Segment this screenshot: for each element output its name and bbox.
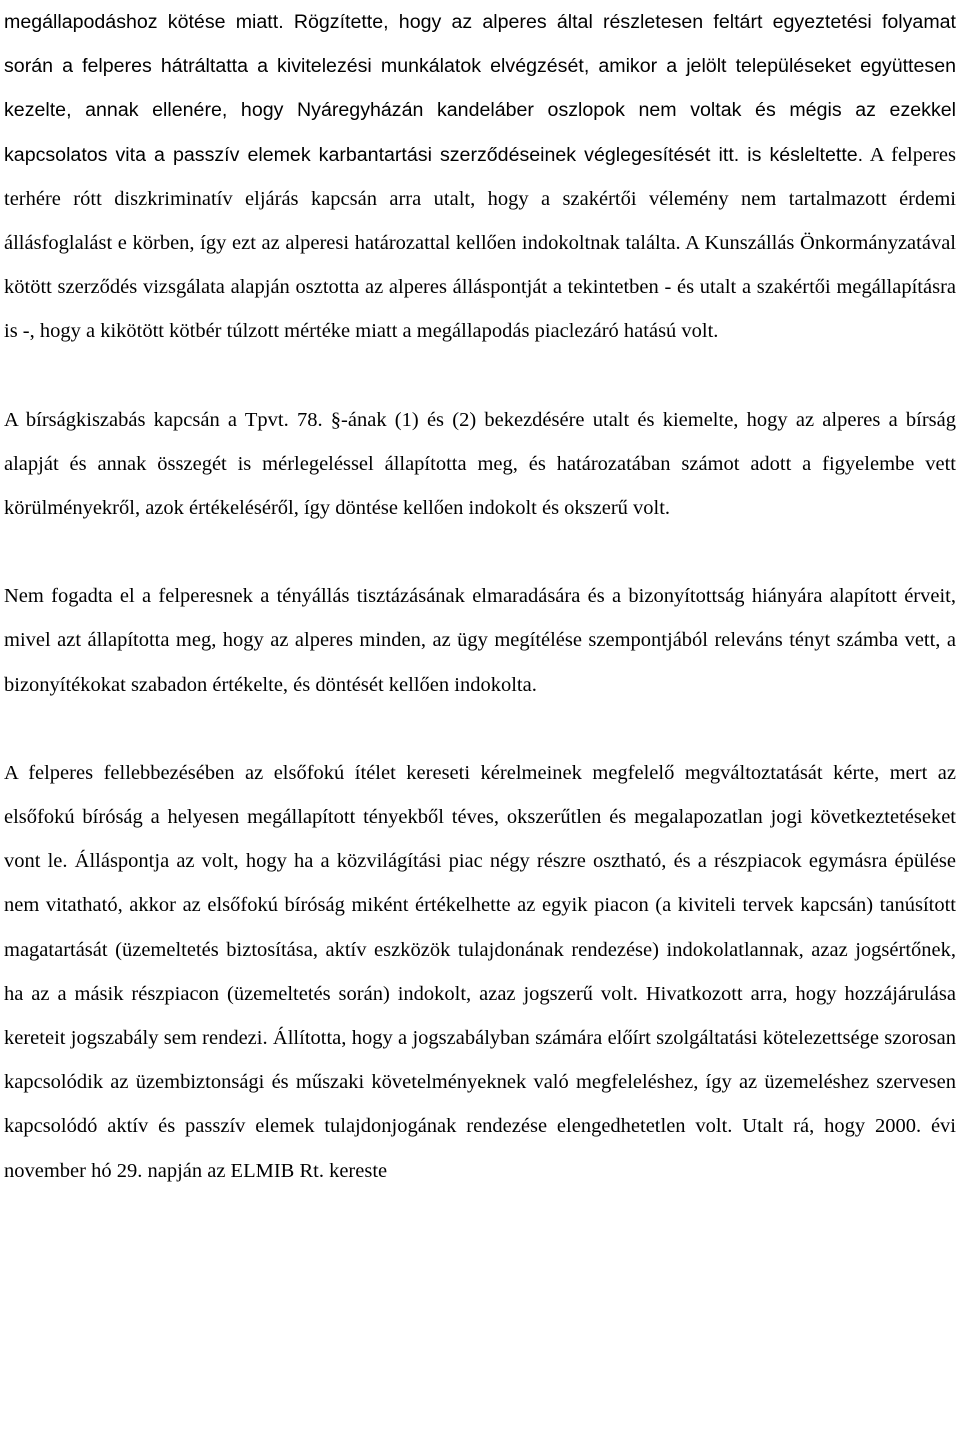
paragraph-appeal [4, 751, 956, 1193]
paragraph-ruling-summary-sans-part: megállapodáshoz kötése miatt. Rögzítette, hogy az alperes által részletesen feltárt egyeztetési folyamat során a felperes hátráltatta a kivitelezési munkálatok elvégzését, amikor a jelölt településeket együttesen kezelte, annak ellenére, hogy Nyáregyházán kandeláber oszlopok nem voltak és mégis az ezekkel kapcsolatos vita a passzív elemek karbantartási szerződéseinek véglegesítését itt. is késleltette. [4, 11, 956, 166]
paragraph-evidence [4, 574, 956, 707]
paragraph-gap [4, 354, 956, 398]
paragraph-ruling-summary [4, 0, 956, 354]
paragraph-evidence-text: Nem fogadta el a felperesnek a tényállás tisztázásának elmaradására és a bizonyítottság hiányára alapított érveit, mivel azt állapította meg, hogy az alperes minden, az ügy megítélése szempontjából releváns tényt számba vett, a bizonyítékokat szabadon értékelte, és döntését kellően indokolta. [4, 585, 956, 696]
paragraph-gap [4, 530, 956, 574]
document-page [4, 0, 956, 1193]
paragraph-fine-assessment-text: A bírságkiszabás kapcsán a Tpvt. 78. §-ának (1) és (2) bekezdésére utalt és kiemelte, hogy az alperes a bírság alapját és annak összegét is mérlegeléssel állapította meg, és határozatában számot adott a figyelembe vett körülményekről, azok értékeléséről, így döntése kellően indokolt és okszerű volt. [4, 408, 956, 520]
paragraph-gap [4, 707, 956, 751]
paragraph-fine-assessment [4, 398, 956, 531]
paragraph-appeal-text: A felperes fellebbezésében az elsőfokú ítélet kereseti kérelmeinek megfelelő megváltoztatását kérte, mert az elsőfokú bíróság a helyesen megállapított tényekből téves, okszerűtlen és megalapozatlan jogi következtetéseket vont le. Álláspontja az volt, hogy ha a közvilágítási piac négy részre osztható, és a részpiacok egymásra épülése nem vitatható, akkor az elsőfokú bíróság miként értékelhette az egyik piacon (a kiviteli tervek kapcsán) tanúsított magatartását (üzemeltetés biztosítása, aktív eszközök tulajdonának rendezése) indokolatlannak, azaz jogsértőnek, ha az a másik részpiacon (üzemeltetés során) indokolt, azaz jogszerű volt. Hivatkozott arra, hogy hozzájárulása kereteit jogszabály sem rendezi. Állította, hogy a jogszabályban számára előírt szolgáltatási kötelezettsége szorosan kapcsolódik az üzembiztonsági és műszaki követelményeknek való megfeleléshez, így az üzemeléshez szervesen kapcsolódó aktív és passzív elemek tulajdonjogának rendezése elengedhetetlen volt. Utalt rá, hogy 2000. évi november hó 29. napján az ELMIB Rt. kereste [4, 761, 956, 1182]
paragraph-ruling-summary-serif-part: A felperes terhére rótt diszkriminatív eljárás kapcsán arra utalt, hogy a szakértői vélemény nem tartalmazott érdemi állásfoglalást e körben, így ezt az alperesi határozattal kellően indokoltnak találta. A Kunszállás Önkormányzatával kötött szerződés vizsgálata alapján osztotta az alperes álláspontját a tekintetben - és utalt a szakértői megállapításra is -, hogy a kikötött kötbér túlzott mértéke miatt a megállapodás piaclezáró hatású volt. [4, 143, 956, 343]
